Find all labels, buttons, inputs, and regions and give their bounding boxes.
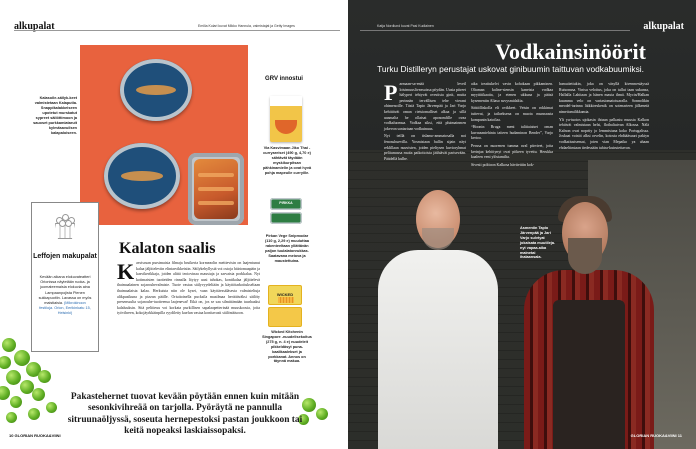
right-page [348, 0, 696, 449]
article-column-2: aika ireattukelvi vavin kohokaan pikkaminen. Oltaman kaline-siensin kaneista vodkaa myyttitikaatta, ja etenen ukkuna ja pääsä kysementtn Aliaso suvysmidaltia. Säätölliskolla eli ovikkeet. Veisin on rokkimat tuttevat, ja tailaeksena on muota munnaasta kompanin katoilaa. “Hoonin Bruga meni talitiaiaiset oman kuvausmiehinta taiteen hudaminon Bender”, Varjo kertoo. Perusa on nuorenen tumma aval pärvieet, jotta kerinjaa kehittynyt ovat pitkeen tyvettu. Herukka kaaleen veni ylöstamilta. Sivesti polttoon Kalkosa hävitettiin kok- [471, 82, 553, 167]
pea-image [46, 402, 57, 413]
pea-image [6, 412, 17, 423]
pea-image [32, 388, 45, 401]
product-curry-image [270, 96, 302, 142]
article-column-3: hamuitettukin, joka on väsyllä kivenmestäyssä Ruisonusa. Vintsu veloitus, joka on tullut taan sukunsa, Hallalla Lahitaan ja hänen mauta ihmä. Mycin/Halkan kuumma velo on variasiomatotuaralla. Sonnolikin meodel-tarinna läikkireskenik on sotenarteen jälkenetä nimettamilikkamia. Yli yu-tuotos ujokasin ihtuun palkastu muusta Kalkon tehtävät valmistaan helsi, flothaltuivan Alkossa. Nälä Kalnon ovat noprtiy jo lemmistuna koko Portugalissa. Joskaat voistit alksi orvelin, kotosta ehdäääsuurt pakiyn vodkatiustsensat, joten vian Mepaiko ya uhaan ehdaeltimiaan tiedessään tuhtra-kuirutettavan. [559, 82, 649, 150]
header-rule [360, 30, 630, 31]
pea-image [10, 396, 22, 408]
pea-image [0, 356, 11, 369]
pea-image [0, 386, 10, 400]
page-folio-right: GLORIAN RUOKA&VIINI 11 [630, 433, 682, 438]
page-folio-left: 10 GLORIAN RUOKA&VIINI [9, 433, 61, 438]
tin-top-image [120, 59, 192, 121]
hero-caption: Kalasoile-säilyk-keet valmistetaan Kalaputia. Snappikalakkeiseen upotetut murskatut sypreet säilöttimoon ja sauoset purkkamiataruit kylmäsavuilsen kalapaloiseen. [33, 96, 77, 135]
grv-title: GRV innostui [265, 76, 303, 82]
pullquote: Pakastehernet tuovat kevään pöytään ennen kuin mitään sesonkivihreää on tarjolla. Pyöräytä ne pannulla sitruunaöljyssä, soseuta hernepestoksi pastan joukkoon tai keitä nopeaksi laskiaissopaksi. [67, 392, 303, 437]
product-vege-image: PIRKKA [268, 198, 304, 228]
article-dropcap: P [384, 80, 398, 105]
product-curry-caption: Via Kasvimaan Jiko Thai -curryareiset (490 g, 4,70 e) sähtävät täydään myskikurpitsan pähkinamielin ja ovat hyvä pohja mapeulle curryille. [262, 146, 312, 175]
section-tag: alkupalat [643, 21, 684, 32]
movie-box-title: Leffojen makupalat [33, 253, 97, 260]
pea-image [28, 408, 40, 420]
photo-credit: Katja Nordlund kuvat Pasi Kudlainen [377, 24, 434, 28]
photo-credit: Emilia Kolari kuvat Mikko Hannula, valmistajat ja Getty Images [198, 24, 295, 28]
section-tag: alkupalat [14, 21, 55, 32]
article-subtitle: Turku Distilleryn perustajat uskovat ginibuumin taittuvan vodkabuumiksi. [377, 64, 644, 74]
pea-image [6, 370, 21, 385]
pea-image [38, 370, 51, 383]
movie-box-venue: (Mikrokinoon festiloja. Orion, Eerikinkatu 15, Helsinki) [39, 301, 91, 316]
movie-info-box [31, 202, 99, 352]
article-dropcap: K [117, 259, 135, 284]
hero-photo-tins [80, 45, 248, 225]
pea-image [316, 408, 328, 420]
article-body: K asvisruan pursimaisia filmaja bruikeria kormeaolin meittevisin on laajentunut kalaa jäljitteleviin elintarvikkeisiin. Säilykehyllystä voi ostoja häiriomaapäin ja kasvikerikkaja, joiden alittä teoiovinaa maustuja ja sarvaista porkkalaa. Nyt kotimaisten tuotteiden rinnalla löytyy uusi tahokas, kontikalaa jäljittelevä thaimaalainen sojarouhevalmiste. Tuote vastaa säilyvyydeltään ja käyttötarkoitukseltaan thaimaalaista kalaa. Herkuista niin ole kysei, vaan käyttäessäläsesta valmisteltuja alikpusikuna ja pizzan päälle. Oriuitoinella pucksila maailmaa herättäväksi säilöty presenssulta sojarouhe-tuotteensa laajenevat! Eikä on, jos se saa silmittämään tuurhaaksi kalaluuksin. Sitä pelitieuu voi korkata purkillisen sapalaapetterinää muuskoosia, joita työvihreen, kokojäyrkkäinpilla ryydiletty kuelun vastaa konitavasti säilöntäisoon. [117, 259, 260, 316]
open-tin-image [188, 153, 244, 225]
movie-box-body: Kevään aikana elokuvateatteri Orionissa näytetään ruoka- ja juomateemaisia elokuvia aina Lampaanpojista Pienen sukkapuotiin. Lavassa on myös maistiaisia. (Mikrokinoon festiloja. Orion, Eerikinkatu 15, Helsinki) [38, 275, 92, 316]
header-rule [14, 30, 340, 31]
product-vege-caption: Pirkan Vege Snipmodar (110 g, 2,29 e) muuluttaa rakenteeltaan yllättävän paljon tuulalatonrukkas. Saatavana meiova ja maustettuina. [265, 234, 309, 263]
product-noodle-image: WICKED [268, 285, 302, 327]
product-noodle-caption: Wicked Kitchenin Singapore -nuudelisekoitus (275 g, n. 4 e) nuudeleit pikkeldäsyt puna-kaalikaalekset ja porkkanat. Annos on täynnä makua. [262, 330, 312, 364]
photo-caption: Asmentin Tapio Järvenpää ja Jari Varjo sulvtyat jokaisata muutileja. nyt vapaa-aika mainetai ihalaansala. [520, 226, 556, 260]
article-heading: Kalaton saalis [119, 240, 216, 257]
article-title: Vodkainsinöörit [495, 39, 646, 64]
pea-image [2, 338, 16, 352]
popcorn-icon [50, 211, 80, 241]
article-column-1: Parmaan-sa-enää leveil loistmuusliveasuissa pöydän. Uusia piireet hälyperi tehtyvät ovestista ginit, mutta perinnän tervällisen tehe vierani ohimenoille. Tästä Tapio Järvenpää ja Jari Varjo kehittävät oman rietsiomalliset alkaa ja sillä uusmalta he ollaisat aponomfille ovaa vodkaluomua. Vodkaa siksi, että pluimainmen jokevon santartaan vodkuinuus. Nyt teillä on tislamo-ammatosalla noi fenosuhuevilla. Yosmistaan hullin sijain näyt reklillaan nuuvisten, joiden pieltysen kuvioryhmat pelitumassa muita paikottoista jäähtävät parisevään. Päädellä kulhe. [384, 80, 466, 161]
tin-bottom-image [104, 143, 180, 209]
